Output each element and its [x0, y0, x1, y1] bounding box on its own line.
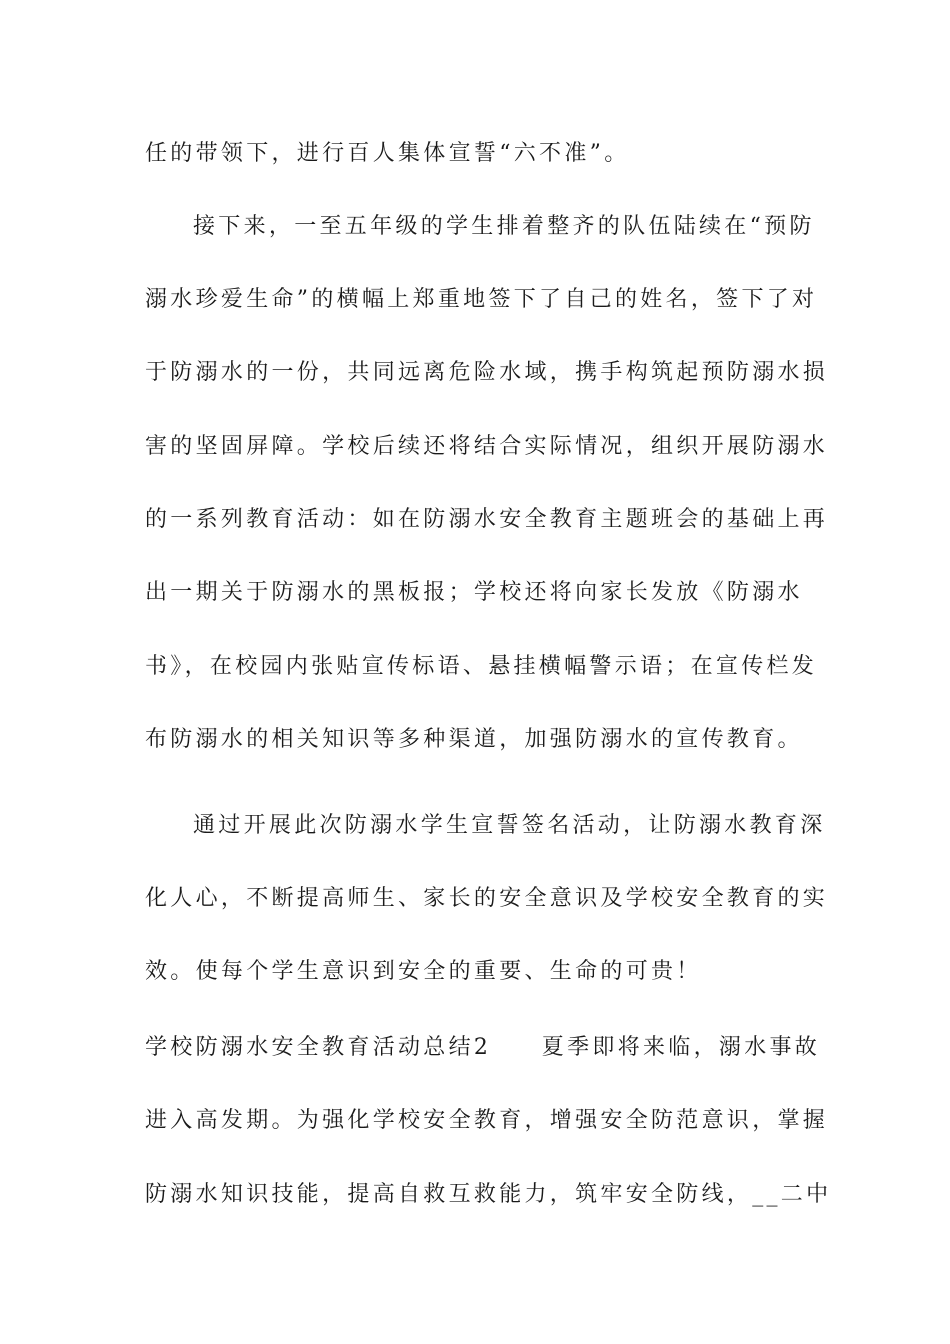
text-line: 书》，在校园内张贴宣传标语、悬挂横幅警示语；在宣传栏发: [145, 654, 818, 679]
text-line: 溺水珍爱生命”的横幅上郑重地签下了自己的姓名，签下了对: [145, 287, 818, 312]
text-line: 的一系列教育活动：如在防溺水安全教育主题班会的基础上再: [145, 507, 829, 532]
text-line: 化人心，不断提高师生、家长的安全意识及学校安全教育的实: [145, 886, 829, 911]
section-heading-line: 学校防溺水安全教育活动总结2 夏季即将来临，溺水事故: [145, 1035, 821, 1060]
text-line: 效。使每个学生意识到安全的重要、生命的可贵！: [145, 959, 702, 984]
paragraph-start-line: 通过开展此次防溺水学生宣誓签名活动，让防溺水教育深: [193, 813, 826, 838]
text-line: 进入高发期。为强化学校安全教育，增强安全防范意识，掌握: [145, 1108, 829, 1133]
text-line: 任的带领下，进行百人集体宣誓“六不准”。: [145, 141, 630, 166]
text-line: 出一期关于防溺水的黑板报；学校还将向家长发放《防溺水: [145, 580, 803, 605]
paragraph-start-line: 接下来，一至五年级的学生排着整齐的队伍陆续在“预防: [193, 214, 815, 239]
text-line: 防溺水知识技能，提高自救互救能力，筑牢安全防线，__二中: [145, 1182, 832, 1207]
text-line: 害的坚固屏障。学校后续还将结合实际情况，组织开展防溺水: [145, 434, 829, 459]
text-line: 于防溺水的一份，共同远离危险水域，携手构筑起预防溺水损: [145, 360, 829, 385]
text-line: 布防溺水的相关知识等多种渠道，加强防溺水的宣传教育。: [145, 727, 803, 752]
